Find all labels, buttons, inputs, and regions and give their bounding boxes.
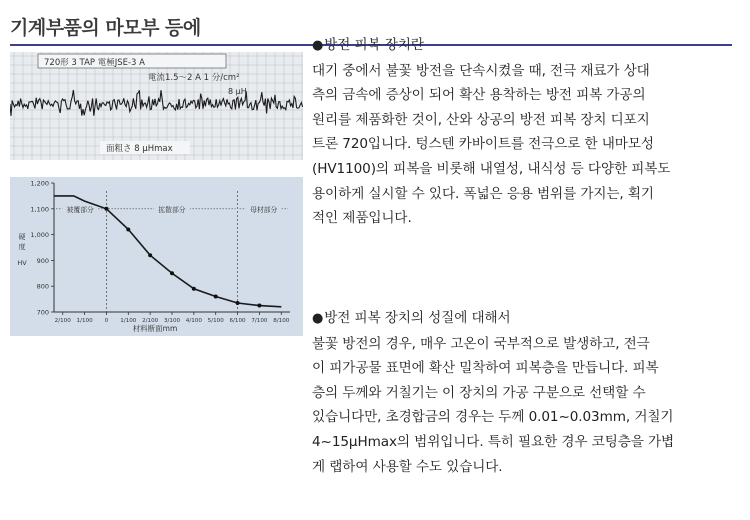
section-heading-text: 방전 피복 장치의 성질에 대해서 xyxy=(324,310,511,326)
x-tick-label: 2/100 xyxy=(142,318,159,324)
x-tick-label: 6/100 xyxy=(229,318,246,324)
bullet-icon: ● xyxy=(312,38,324,53)
x-tick-label: 1/100 xyxy=(76,318,93,324)
y-tick-label: 1,000 xyxy=(30,231,49,240)
y-tick-label: 900 xyxy=(36,256,49,265)
chart-regions xyxy=(56,191,288,312)
section-heading-intro xyxy=(312,33,732,59)
x-tick-label: 5/100 xyxy=(207,318,224,324)
x-tick-label: 3/100 xyxy=(163,318,181,324)
trace-label-current: 電流1.5～2 A 1 分/cm² xyxy=(148,73,240,83)
x-tick-label: 8/100 xyxy=(273,318,290,324)
section-device-properties xyxy=(312,306,732,479)
roughness-trace-figure xyxy=(10,52,303,160)
x-tick-label: 7/100 xyxy=(251,318,268,324)
data-point xyxy=(148,253,152,257)
trace-label-top: 720形 3 TAP 電極JSE-3 A xyxy=(44,58,145,68)
y-tick-label: 1,200 xyxy=(30,179,49,188)
roughness-trace-image xyxy=(10,52,303,160)
trace-label-scale: 8 μH xyxy=(228,87,247,96)
paragraph-line: 용이하게 실시할 수 있다. 폭넓은 응용 범위를 가지는, 획기 xyxy=(312,185,654,202)
data-point xyxy=(257,304,261,308)
paragraph-line: 적인 제품입니다. xyxy=(312,210,412,227)
y-tick-label: 800 xyxy=(36,282,49,291)
region-label: 母材部分 xyxy=(250,205,278,214)
data-point xyxy=(236,301,240,305)
x-tick-label: 2/100 xyxy=(54,318,71,324)
trace-label-bottom: 面粗さ 8 μHmax xyxy=(106,144,173,154)
paragraph-line: 이 피가공물 표면에 확산 밀착하여 피복층을 만듭니다. 피복 xyxy=(312,360,659,377)
y-axis-label-char: 硬 xyxy=(18,233,26,241)
paragraph-line: 있습니다만, 초경합금의 경우는 두께 0.01~0.03mm, 거칠기 xyxy=(312,409,674,426)
section-device-intro xyxy=(312,33,732,231)
hardness-chart xyxy=(10,177,303,336)
paragraph-line: 트론 720입니다. 텅스텐 카바이트를 전극으로 한 내마모성 xyxy=(312,136,654,153)
data-point xyxy=(214,295,218,299)
data-point xyxy=(192,287,196,291)
data-point xyxy=(104,207,108,211)
x-tick-label: 0 xyxy=(104,318,109,324)
paragraph-line: 원리를 제품화한 것이, 산와 상공의 방전 피복 장치 디포지 xyxy=(312,111,650,128)
region-label: 拡散部分 xyxy=(158,205,186,214)
x-axis-label: 材料断面mm xyxy=(132,324,178,333)
section-heading-text: 방전 피복 장치란 xyxy=(324,37,424,53)
y-axis-ticks xyxy=(30,180,54,317)
y-tick-label: 1,100 xyxy=(30,205,49,214)
hardness-chart-figure xyxy=(10,177,303,336)
paragraph-line: 4~15μHmax의 범위입니다. 특히 필요한 경우 코팅층을 가볍 xyxy=(312,433,675,450)
paragraph-line: 불꽃 방전의 경우, 매우 고온이 국부적으로 발생하고, 전극 xyxy=(312,335,650,352)
paragraph-line: 측의 금속에 증상이 되어 확산 용착하는 방전 피복 가공의 xyxy=(312,87,646,104)
y-tick-label: 700 xyxy=(36,308,49,317)
paragraph-line: (HV1100)의 피복을 비롯해 내열성, 내식성 등 다양한 피복도 xyxy=(312,160,671,177)
y-axis-label xyxy=(17,233,27,267)
data-point xyxy=(126,227,130,231)
y-axis-unit: HV xyxy=(17,259,27,267)
y-axis-label-char: 度 xyxy=(18,243,26,251)
paragraph-line: 층의 두께와 거칠기는 이 장치의 가공 구분으로 선택할 수 xyxy=(312,384,646,401)
data-point xyxy=(170,271,174,275)
paragraph-line: 게 랩하여 사용할 수도 있습니다. xyxy=(312,458,503,475)
x-axis-ticks xyxy=(55,312,290,324)
bullet-icon: ● xyxy=(312,311,324,326)
section-heading-properties xyxy=(312,306,732,332)
paragraph-line: 대기 중에서 불꽃 방전을 단속시켰을 때, 전극 재료가 상대 xyxy=(312,62,650,79)
x-tick-label: 4/100 xyxy=(185,318,202,324)
region-label: 被覆部分 xyxy=(66,205,94,214)
page-title: 기계부품의 마모부 등에 xyxy=(10,17,201,39)
x-tick-label: 1/100 xyxy=(120,318,137,324)
